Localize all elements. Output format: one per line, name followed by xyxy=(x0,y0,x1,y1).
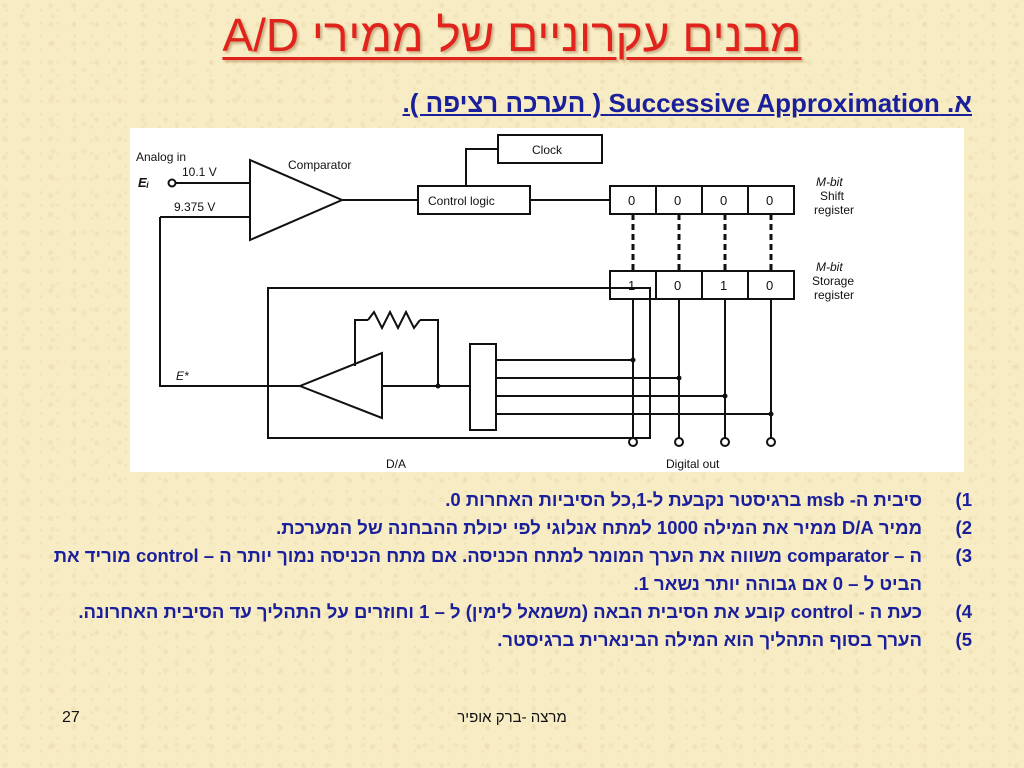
list-item xyxy=(32,542,972,598)
author-footer: מרצה -ברק אופיר xyxy=(457,709,567,726)
shift-bit: 0 xyxy=(766,193,774,208)
dac-opamp-symbol xyxy=(300,353,382,418)
shift-bit: 0 xyxy=(628,193,636,208)
list-item xyxy=(32,514,972,542)
shift-bit: 0 xyxy=(674,193,682,208)
digital-out-terminal xyxy=(767,438,775,446)
sar-adc-diagram xyxy=(130,128,964,472)
mbit-shift-label: M-bit xyxy=(816,175,843,189)
step-text: ה – comparator משווה את הערך המומר למתח הכניסה. אם מתח הכניסה נמוך יותר ה – control מוריד את הביט ל – 0 אם גבוהה יותר נשאר 1. xyxy=(53,545,922,594)
digital-out-terminal xyxy=(721,438,729,446)
register-label: register xyxy=(814,203,855,217)
shift-bit: 0 xyxy=(720,193,728,208)
digital-out-label: Digital out xyxy=(666,457,720,471)
storage-bit: 0 xyxy=(766,278,774,293)
storage-bit: 0 xyxy=(674,278,682,293)
slide-subtitle: א. Successive Approximation ( הערכה רציפה ). xyxy=(402,88,972,118)
steps-list xyxy=(32,486,972,654)
slide-title: מבנים עקרוניים של ממירי A/D xyxy=(222,9,802,61)
shift-label: Shift xyxy=(820,189,845,203)
step-number: 1) xyxy=(955,489,972,510)
list-item xyxy=(32,626,972,654)
storage-bit: 1 xyxy=(720,278,728,293)
list-item xyxy=(32,598,972,626)
analog-in-label: Analog in xyxy=(136,150,187,164)
mbit-storage-label: M-bit xyxy=(816,260,843,274)
comparator-label: Comparator xyxy=(288,158,352,172)
step-text: הערך בסוף התהליך הוא המילה הבינארית ברגיסטר. xyxy=(497,629,922,650)
digital-out-terminal xyxy=(675,438,683,446)
block-diagram-svg xyxy=(130,128,964,472)
list-item xyxy=(32,486,972,514)
register-label-2: register xyxy=(814,288,855,302)
analog-input-terminal xyxy=(169,180,176,187)
control-logic-label: Control logic xyxy=(428,194,495,208)
storage-bit: 1 xyxy=(628,278,636,293)
da-label: D/A xyxy=(386,457,407,471)
page-number: 27 xyxy=(62,709,80,726)
clock-label: Clock xyxy=(532,143,563,157)
dac-box xyxy=(268,288,650,438)
step-text: סיבית ה- msb ברגיסטר נקבעת ל-1,כל הסיביות האחרות 0. xyxy=(445,489,922,510)
storage-label: Storage xyxy=(812,274,855,288)
digital-out-terminal xyxy=(629,438,637,446)
voltage-10-1-label: 10.1 V xyxy=(182,165,217,179)
step-number: 4) xyxy=(955,601,972,622)
step-number: 2) xyxy=(955,517,972,538)
step-number: 3) xyxy=(955,545,972,566)
ei-label: Eᵢ xyxy=(138,175,149,190)
e-star-label: E* xyxy=(176,369,189,383)
step-number: 5) xyxy=(955,629,972,650)
comparator-symbol xyxy=(250,160,342,240)
step-text: ממיר D/A ממיר את המילה 1000 למתח אנלוגי לפי יכולת ההבחנה של המערכת. xyxy=(276,517,922,538)
step-text: כעת ה - control קובע את הסיבית הבאה (משמאל לימין) ל – 1 וחוזרים על התהליך עד הסיבית האחרונה. xyxy=(78,601,922,622)
voltage-9-375-label: 9.375 V xyxy=(174,200,216,214)
